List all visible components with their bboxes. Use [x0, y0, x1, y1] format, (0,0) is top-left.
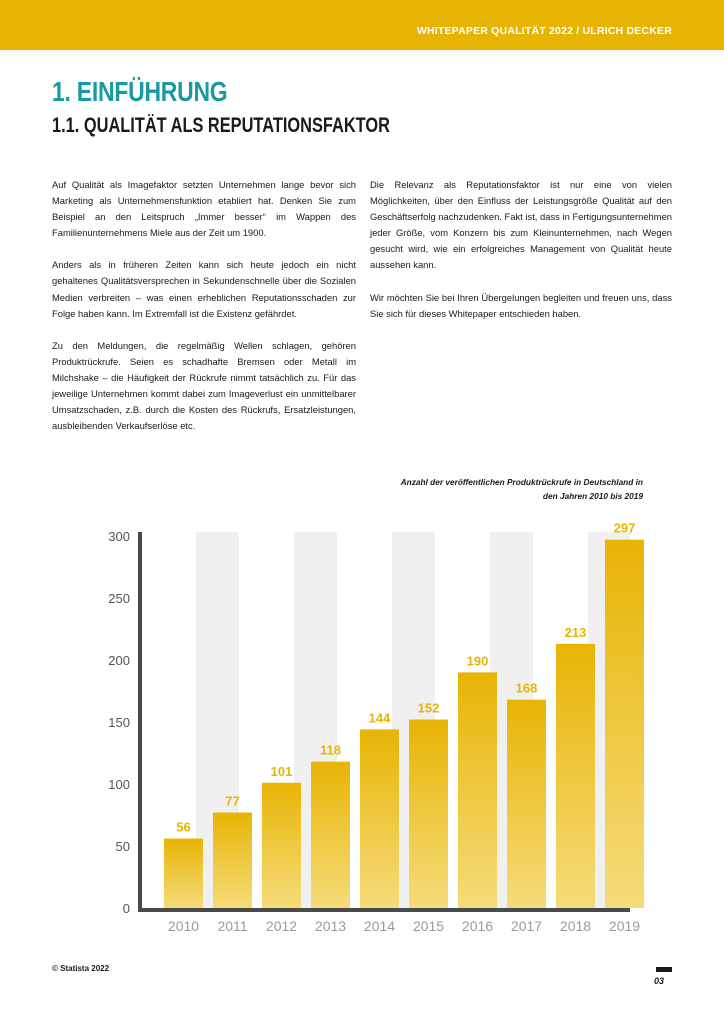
y-tick-label: 100: [108, 777, 130, 792]
y-tick-label: 250: [108, 591, 130, 606]
bar: [164, 839, 203, 908]
y-tick-label: 50: [115, 839, 130, 854]
x-tick-label: 2012: [265, 918, 298, 934]
x-tick-label: 2013: [314, 918, 347, 934]
x-tick-label: 2015: [412, 918, 445, 934]
page-number: 03: [654, 976, 665, 986]
body-column-right: [370, 177, 672, 338]
bar-chart: [0, 500, 724, 945]
x-tick-label: 2017: [510, 918, 543, 934]
y-tick-label: 300: [108, 529, 130, 544]
body-column-left: [52, 177, 356, 450]
chapter-title: 1. EINFÜHRUNG: [52, 76, 228, 107]
x-tick-label: 2014: [363, 918, 396, 934]
data-label: 168: [515, 680, 538, 696]
bar: [311, 762, 350, 908]
y-axis: [138, 532, 142, 912]
bar: [409, 720, 448, 908]
bar: [360, 729, 399, 908]
x-tick-label: 2018: [559, 918, 592, 934]
data-label: 144: [368, 710, 391, 726]
bar: [458, 672, 497, 908]
chart-title-line: Anzahl der veröffentlichen Produktrückrufe in Deutschland in: [400, 477, 643, 487]
bar: [213, 813, 252, 908]
x-tick-label: 2010: [167, 918, 200, 934]
x-tick-label: 2019: [608, 918, 641, 934]
x-tick-label: 2016: [461, 918, 494, 934]
y-tick-label: 200: [108, 653, 130, 668]
section-title: 1.1. QUALITÄT ALS REPUTATIONSFAKTOR: [52, 114, 390, 137]
chart-title: [343, 476, 643, 503]
data-label: 152: [417, 700, 440, 716]
data-label: 101: [270, 763, 293, 779]
paragraph: Zu den Meldungen, die regelmäßig Wellen schlagen, gehören Produktrückrufe. Seien es schadhafte Bremsen oder Metall im Milchshake – die Häufigkeit der Rückrufe nimmt tatsächlich zu. Für das jeweilige Unternehmen kommt dabei zum Imageverlust ein unmittelbarer Umsatzschaden, z.B. durch die Kosten des Rückrufs, Ersatzleistungen, ausbleibenden Verkaufserlöse etc.: [52, 339, 356, 432]
paragraph: Die Relevanz als Reputationsfaktor ist nur eine von vielen Möglichkeiten, über den Einfluss der Leistungsgröße Qualität auf den Geschäftserfolg nachzudenken. Fakt ist, dass in Fertigungsunternehmen jeder Größe, vom Konzern bis zum Kleinunternehmen, nach Wegen gesucht wird, wie ein erfolgreiches Management von Qualität heute aussehen kann.: [370, 179, 672, 271]
running-title: WHITEPAPER QUALITÄT 2022 / ULRICH DECKER: [416, 25, 672, 37]
header-bar: [0, 0, 724, 50]
copyright: © Statista 2022: [52, 964, 110, 973]
x-tick-label: 2011: [217, 918, 248, 934]
bar: [262, 783, 301, 908]
y-tick-label: 0: [122, 901, 130, 916]
paragraph: Anders als in früheren Zeiten kann sich heute jedoch ein nicht gehaltenes Qualitätsversprechen in Sekundenschnelle über die Sozialen Medien verbreiten – was einen erheblichen Reputationsschaden zur Folge haben kann. Im Extremfall ist die Existenz gefährdet.: [52, 259, 356, 319]
data-label: 297: [613, 520, 636, 536]
paragraph: Auf Qualität als Imagefaktor setzten Unternehmen lange bevor sich Marketing als Unternehmensfunktion etabliert hat. Denken Sie zum Beispiel an den Leitspruch „Immer besser“ im Wappen des Familienunternehmens Miele aus der Zeit um 1900.: [52, 179, 356, 239]
data-label: 56: [176, 819, 191, 835]
x-axis: [138, 908, 630, 912]
y-tick-label: 150: [108, 715, 130, 730]
bar: [605, 540, 644, 908]
data-label: 190: [466, 653, 489, 669]
data-label: 77: [225, 793, 240, 809]
bar: [556, 644, 595, 908]
data-label: 213: [564, 624, 587, 640]
data-label: 118: [320, 742, 341, 758]
bar: [507, 700, 546, 908]
page-marker: [656, 967, 672, 972]
paragraph: Wir möchten Sie bei Ihren Übergelungen begleiten und freuen uns, dass Sie sich für dieses Whitepaper entschieden haben.: [370, 291, 672, 319]
chart-title-line: den Jahren 2010 bis 2019: [542, 490, 643, 501]
